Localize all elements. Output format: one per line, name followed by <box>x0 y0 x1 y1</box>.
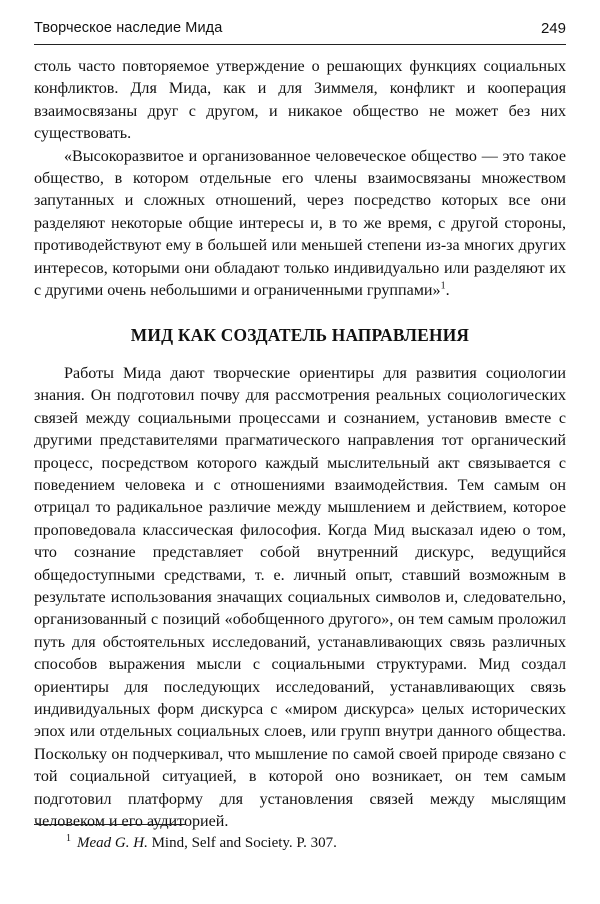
paragraph-continuation: столь часто повторяемое утверждение о решающих функциях социальных конфликтов. Для Мида, как и для Зиммеля, конфликт и кооперация взаимосвязаны друг с другом, и никакое общество не может без них существовать. <box>34 58 566 143</box>
quote-text: «Высокоразвитое и организованное человеческое общество — это такое общество, в котором отдельные его члены взаимосвязаны множеством запутанных и сложных отношений, через посредство которых все они разделяют некоторые общие интересы и, в то же время, с другой стороны, противодействуют ему в большей или меньшей степени из-за многих других интересов, которыми они обладают только индивидуально или разделяют их с другими очень небольшими и ограниченными группами» <box>34 147 566 300</box>
page-header <box>34 18 566 45</box>
block-quote <box>34 146 566 303</box>
footnote-divider <box>34 824 186 825</box>
book-page <box>34 18 566 886</box>
footnote-reference: 1 <box>440 280 446 292</box>
footnote-citation: Mind, Self and Society. P. 307. <box>151 835 337 851</box>
footnote-author: Mead G. H. <box>77 835 148 851</box>
footnote <box>66 833 337 853</box>
running-head: Творческое наследие Мида <box>34 20 223 36</box>
quote-end-punctuation: . <box>445 282 450 300</box>
page-number: 249 <box>540 20 566 37</box>
main-text <box>34 56 566 833</box>
section-heading: МИД КАК СОЗДАТЕЛЬ НАПРАВЛЕНИЯ <box>130 325 470 346</box>
footnote-marker: 1 <box>66 833 71 844</box>
paragraph-section: Работы Мида дают творческие ориентиры для развития социологии знания. Он подготовил почву для рассмотрения реальных социологических связей между социальными процессами и сознанием, установив вместе с другими представителями прагматического направления тот органический процесс, посредством которого каждый мыслительный акт связывается с поведением человека и с отношениями взаимодействия. Тем самым он отрицал то радикальное различие между мышлением и действием, которое проповедовала классическая философия. Когда Мид высказал идею о том, что сознание представляет собой внутренний дискурс, ведущийся общедоступными средствами, т. е. личный опыт, ставший возможным в результате использования значащих социальных символов и, следовательно, организованный с позиций «обобщенного другого», он тем самым проложил путь для обстоятельных исследований, устанавливающих связь различных способов выражения мысли с социальными структурами. Мид создал ориентиры для последующих исследований, устанавливающих связь индивидуальных форм дискурса с «миром дискурса» целых исторических эпох или отдельных социальных слоев, или групп внутри данного общества. Поскольку он подчеркивал, что мышление по самой своей природе связано с той социальной ситуацией, в которой оно возникает, он тем самым подготовил платформу для установления связей между мыслящим человеком и его аудиторией. <box>34 364 566 830</box>
